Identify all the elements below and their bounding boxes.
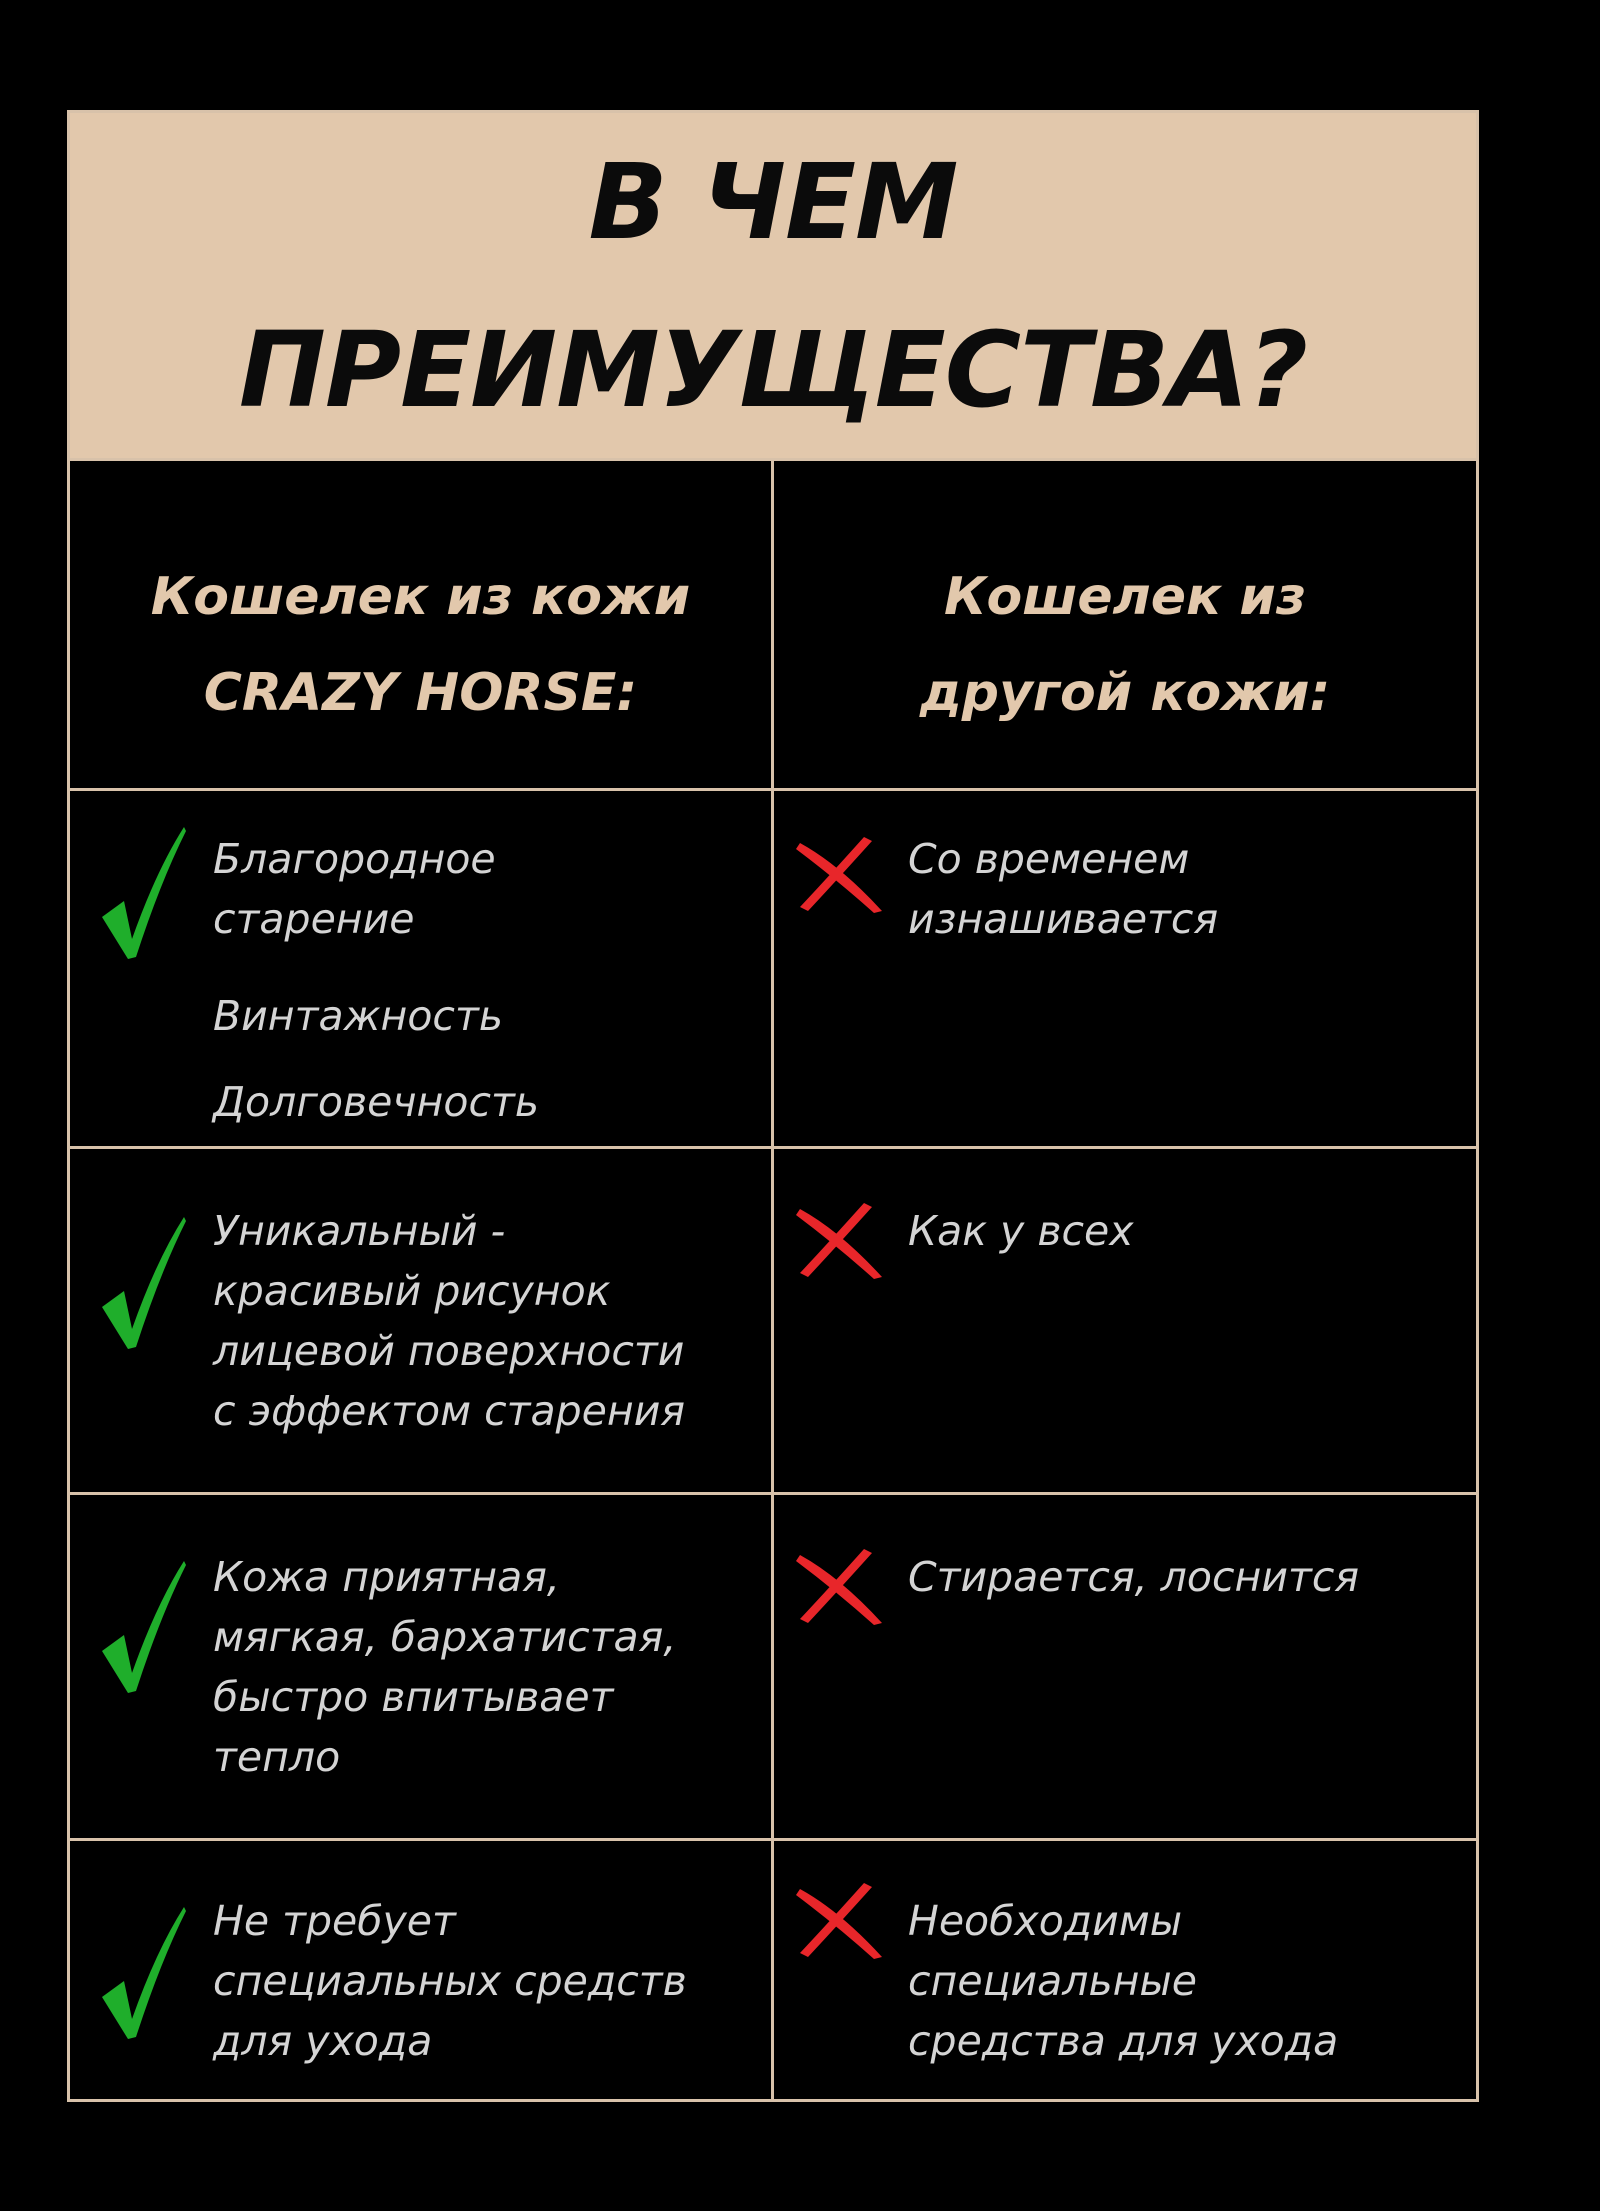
text-line: Благородное xyxy=(213,835,496,883)
column-header-crazy-horse xyxy=(70,461,774,788)
text-line: средства для ухода xyxy=(908,2017,1339,2065)
text-line: специальных средств xyxy=(213,1957,687,2005)
table-row xyxy=(70,788,1476,1146)
pro-cell xyxy=(70,1841,774,2102)
con-cell xyxy=(774,1841,1476,2102)
column-header-line: Кошелек из xyxy=(943,567,1307,627)
cross-icon xyxy=(794,835,886,915)
page-title-line-1: В ЧЕМ xyxy=(588,140,958,263)
pro-cell xyxy=(70,1149,774,1492)
text-line: Кожа приятная, xyxy=(213,1553,560,1601)
con-cell xyxy=(774,1495,1476,1838)
text-line: Винтажность xyxy=(213,992,504,1040)
check-icon xyxy=(98,1211,188,1351)
text-line: изнашивается xyxy=(908,895,1219,943)
con-cell xyxy=(774,791,1476,1146)
comparison-table xyxy=(70,458,1476,2099)
text-line: Необходимы xyxy=(908,1897,1183,1945)
title-banner xyxy=(70,113,1476,458)
pro-text xyxy=(213,829,496,949)
column-header-line: Кошелек из кожи xyxy=(150,567,691,627)
check-icon xyxy=(98,1555,188,1695)
column-header-line: CRAZY HORSE: xyxy=(203,663,638,723)
text-line: Как у всех xyxy=(908,1207,1134,1255)
cross-icon xyxy=(794,1881,886,1961)
cross-icon xyxy=(794,1547,886,1627)
page-title-line-2: ПРЕИМУЩЕСТВА? xyxy=(238,308,1308,431)
con-text xyxy=(908,1547,1359,1607)
text-line: для ухода xyxy=(213,2017,433,2065)
text-line: старение xyxy=(213,895,415,943)
text-line: быстро впитывает xyxy=(213,1673,614,1721)
pro-text xyxy=(213,1547,676,1787)
text-line: Долговечность xyxy=(213,1078,540,1126)
pro-text xyxy=(213,1891,687,2071)
table-header-row xyxy=(70,458,1476,788)
text-line: с эффектом старения xyxy=(213,1387,686,1435)
text-line: лицевой поверхности xyxy=(213,1327,685,1375)
cross-icon xyxy=(794,1201,886,1281)
table-row xyxy=(70,1838,1476,2102)
pro-cell xyxy=(70,1495,774,1838)
con-cell xyxy=(774,1149,1476,1492)
text-line: Со временем xyxy=(908,835,1190,883)
table-row xyxy=(70,1492,1476,1838)
pro-cell xyxy=(70,791,774,1146)
comparison-card xyxy=(67,110,1479,2102)
table-row xyxy=(70,1146,1476,1492)
text-line: Уникальный - xyxy=(213,1207,506,1255)
con-text xyxy=(908,1891,1338,2071)
text-line: Не требует xyxy=(213,1897,456,1945)
text-line: мягкая, бархатистая, xyxy=(213,1613,677,1661)
text-line: Стирается, лоснится xyxy=(908,1553,1360,1601)
con-text xyxy=(908,1201,1134,1261)
text-line: тепло xyxy=(213,1733,341,1781)
check-icon xyxy=(98,1901,188,2041)
column-header-other-leather xyxy=(774,461,1476,788)
column-header-line: другой кожи: xyxy=(919,663,1331,723)
text-line: красивый рисунок xyxy=(213,1267,611,1315)
pro-extra-text xyxy=(213,973,539,1145)
check-icon xyxy=(98,821,188,961)
text-line: специальные xyxy=(908,1957,1198,2005)
pro-text xyxy=(213,1201,685,1441)
con-text xyxy=(908,829,1218,949)
